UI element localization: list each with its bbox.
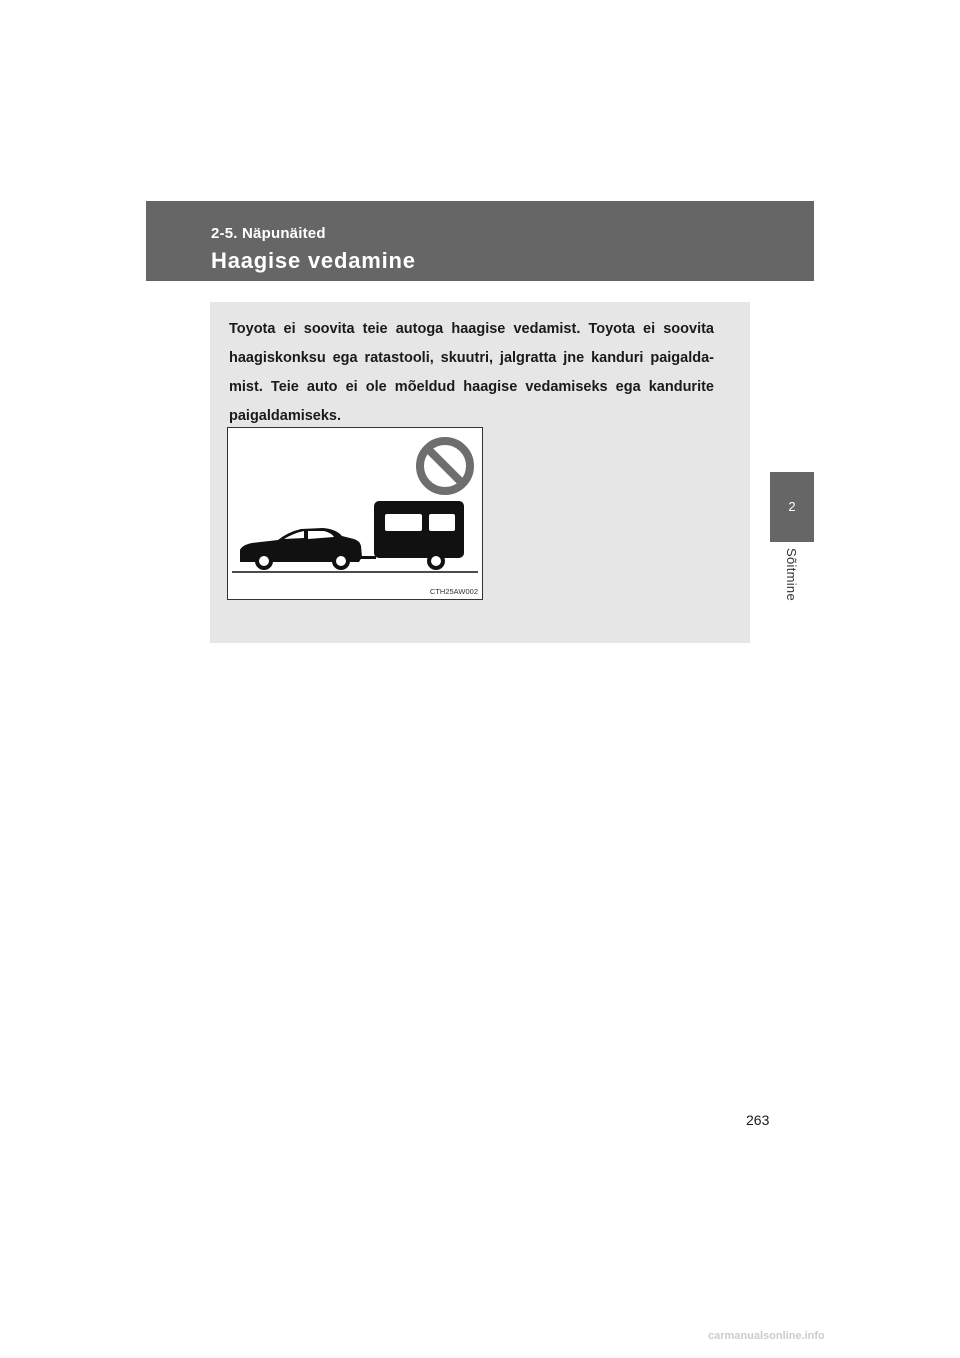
chapter-number: 2	[788, 499, 796, 514]
towing-illustration	[227, 427, 483, 600]
car-icon	[240, 528, 362, 570]
info-text: Toyota ei soovita teie autoga haagise vedamist. Toyota ei soovita haagiskonksu ega ratastooli, skuutri, jalgratta jne kanduri paigalda-mist. Teie auto ei ole mõeldud haagise vedamiseks ega kandurite paigaldamiseks.	[229, 321, 714, 424]
tow-bar	[360, 556, 376, 559]
illustration-code: CTH25AW002	[429, 587, 478, 596]
watermark: carmanualsonline.info	[708, 1330, 825, 1342]
towing-illustration-graphic	[228, 428, 482, 599]
prohibition-icon	[420, 441, 470, 491]
page-title: Haagise vedamine	[211, 248, 416, 273]
header-band	[146, 201, 814, 281]
trailer-icon	[374, 501, 464, 570]
section-label: 2-5. Näpunäited	[211, 225, 326, 242]
page-number: 263	[746, 1112, 770, 1128]
chapter-label: Sõitmine	[784, 548, 799, 601]
info-box	[210, 302, 750, 643]
chapter-tab[interactable]	[770, 472, 814, 542]
